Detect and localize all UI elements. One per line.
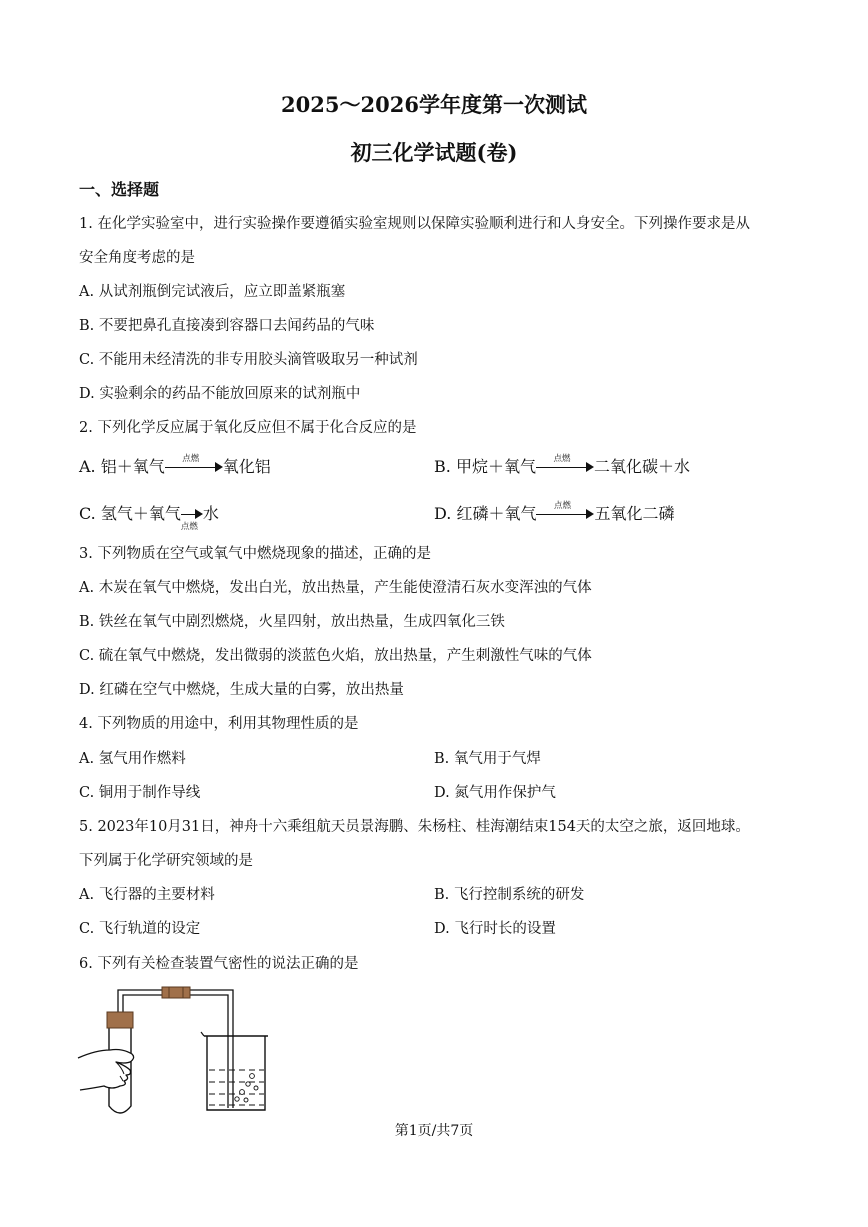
reaction-arrow (180, 503, 203, 532)
page-footer: 第1页/共7页 (394, 1123, 474, 1139)
q1-stem-line2: 安全角度考虑的是 (79, 250, 195, 266)
products: 氧化铝 (222, 457, 271, 476)
q3-stem: 3. 下列物质在空气或氧气中燃烧现象的描述，正确的是 (79, 546, 431, 562)
q4-option-c: C. 铜用于制作导线 (79, 785, 201, 801)
airtightness-apparatus-figure (76, 980, 286, 1120)
bubbles (235, 1074, 258, 1102)
condition-label: 点燃 (553, 454, 571, 464)
hand-icon (78, 1050, 134, 1091)
q3-option-b: B. 铁丝在氧气中剧烈燃烧，火星四射，放出热量，生成四氧化三铁 (79, 614, 505, 630)
q5-stem-line2: 下列属于化学研究领域的是 (79, 853, 253, 869)
products: 五氧化二磷 (594, 504, 675, 523)
q1-option-c: C. 不能用未经清洗的非专用胶头滴管吸取另一种试剂 (79, 352, 418, 368)
q6-stem: 6. 下列有关检查装置气密性的说法正确的是 (79, 956, 359, 972)
q3-option-a: A. 木炭在氧气中燃烧，发出白光，放出热量，产生能使澄清石灰水变浑浊的气体 (79, 580, 592, 596)
option-label: C. (79, 504, 96, 523)
q4-stem: 4. 下列物质的用途中，利用其物理性质的是 (79, 716, 359, 732)
delivery-tube (118, 990, 233, 1108)
products: 水 (202, 504, 219, 523)
condition-label: 点燃 (182, 454, 200, 464)
q5-option-d: D. 飞行时长的设置 (434, 921, 556, 937)
reaction-arrow (536, 503, 594, 525)
q5-stem-line1: 5. 2023年10月31日，神舟十六乘组航天员景海鹏、朱杨柱、桂海潮结束154天的太空之旅，返回地球。 (79, 819, 750, 835)
reactants: 甲烷＋氧气 (455, 457, 536, 476)
q2-option-d (434, 503, 674, 525)
q1-option-a: A. 从试剂瓶倒完试液后，应立即盖紧瓶塞 (79, 284, 346, 300)
condition-label: 点燃 (180, 522, 198, 532)
q4-option-d: D. 氮气用作保护气 (434, 785, 556, 801)
option-label: D. (434, 504, 452, 523)
section-heading: 一、选择题 (79, 180, 160, 199)
q5-option-a: A. 飞行器的主要材料 (79, 887, 215, 903)
option-label: A. (79, 457, 96, 476)
q5-option-b: B. 飞行控制系统的研发 (434, 887, 585, 903)
q5-option-c: C. 飞行轨道的设定 (79, 921, 201, 937)
q1-option-b: B. 不要把鼻孔直接凑到容器口去闻药品的气味 (79, 318, 375, 334)
products: 二氧化碳＋水 (593, 457, 690, 476)
q4-option-b: B. 氧气用于气焊 (434, 751, 541, 767)
rubber-stopper (107, 1012, 133, 1028)
reaction-arrow (536, 456, 594, 478)
exam-subtitle: 初三化学试题(卷) (350, 140, 518, 165)
condition-label: 点燃 (553, 501, 571, 511)
q4-option-a: A. 氢气用作燃料 (79, 751, 186, 767)
reaction-arrow (165, 456, 223, 478)
q1-stem-line1: 1. 在化学实验室中，进行实验操作要遵循实验室规则以保障实验顺利进行和人身安全。下列操作要求是从 (79, 216, 750, 232)
q2-stem: 2. 下列化学反应属于氧化反应但不属于化合反应的是 (79, 420, 417, 436)
q3-option-c: C. 硫在氧气中燃烧，发出微弱的淡蓝色火焰，放出热量，产生刺激性气味的气体 (79, 648, 592, 664)
q2-option-a (79, 456, 271, 478)
q1-option-d: D. 实验剩余的药品不能放回原来的试剂瓶中 (79, 386, 361, 402)
reactants: 氢气＋氧气 (100, 504, 181, 523)
exam-title: 2025～2026学年度第一次测试 (281, 92, 587, 117)
reactants: 红磷＋氧气 (456, 504, 537, 523)
option-label: B. (434, 457, 451, 476)
q2-option-c (79, 503, 219, 532)
rubber-connector (162, 987, 190, 998)
reactants: 铝＋氧气 (100, 457, 165, 476)
q3-option-d: D. 红磷在空气中燃烧，生成大量的白雾，放出热量 (79, 682, 404, 698)
q2-option-b (434, 456, 690, 478)
